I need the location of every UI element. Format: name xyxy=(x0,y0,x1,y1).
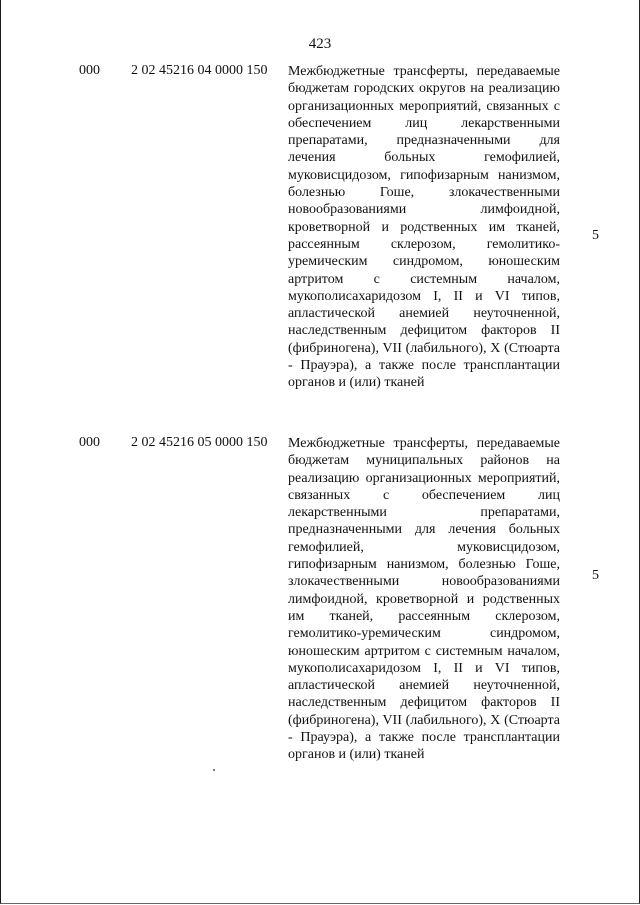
scan-speck xyxy=(213,769,215,771)
income-description: Межбюджетные трансферты, передаваемые бюджетам муниципальных районов на реализацию организационных мероприятий, связанных с обеспечением лиц лекарственными препаратами, предназначенными для лечения больных гемофилией, муковисцидозом, гипофизарным нанизмом, болезнью Гоше, злокачественными новообразованиями лимфоидной, кроветворной и родственных им тканей, рассеянным склерозом, гемолитико-уремическим синдромом, юношеским артритом с системным началом, мукополисахаридозом I, II и VI типов, апластической анемией неуточненной, наследственным дефицитом факторов II (фибриногена), VII (лабильного), X (Стюарта - Прауэра), а также после трансплантации органов и (или) тканей xyxy=(288,436,560,763)
income-description: Межбюджетные трансферты, передаваемые бюджетам городских округов на реализацию организационных мероприятий, связанных с обеспечением лиц лекарственными препаратами, предназначенными для лечения больных гемофилией, муковисцидозом, гипофизарным нанизмом, болезнью Гоше, злокачественными новообразованиями лимфоидной, кроветворной и родственных им тканей, рассеянным склерозом, гемолитико-уремическим синдромом, юношеским артритом с системным началом, мукополисахаридозом I, II и VI типов, апластической анемией неуточненной, наследственным дефицитом факторов II (фибриногена), VII (лабильного), X (Стюарта - Прауэра), а также после трансплантации органов и (или) тканей xyxy=(288,64,560,391)
amount-value: 5 xyxy=(592,228,599,243)
amount-value: 5 xyxy=(592,568,599,583)
budget-classification-code: 2 02 45216 05 0000 150 xyxy=(131,435,268,450)
budget-classification-code: 2 02 45216 04 0000 150 xyxy=(131,63,268,78)
admin-code: 000 xyxy=(79,63,100,78)
page-number: 423 xyxy=(308,36,332,52)
admin-code: 000 xyxy=(79,435,100,450)
